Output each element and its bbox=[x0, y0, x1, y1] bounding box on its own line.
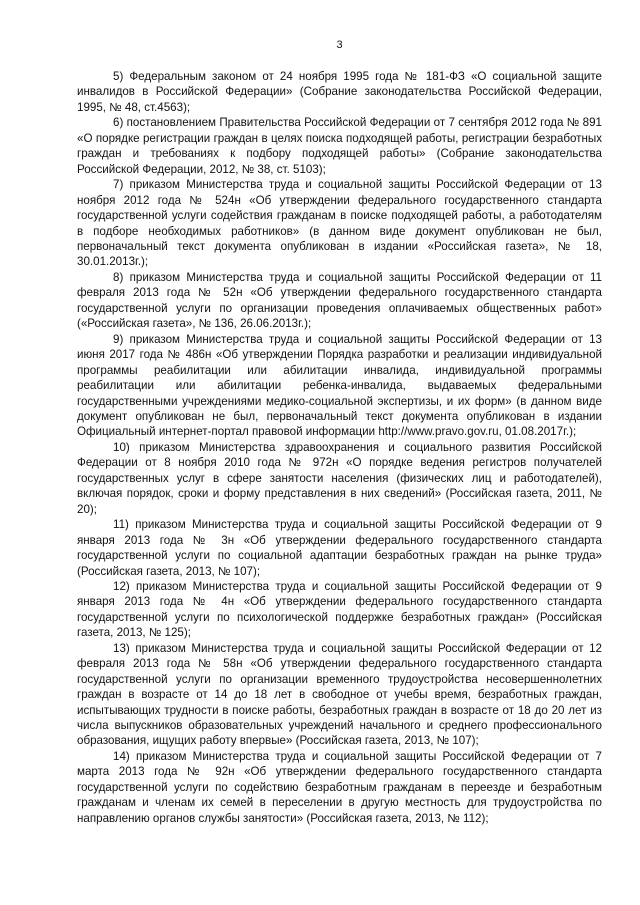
list-item: 6) постановлением Правительства Российской Федерации от 7 сентября 2012 года № 891 «О порядке регистрации граждан в целях поиска подходящей работы, регистрации безработных граждан и требованиях к подбору подходящей работы» (Собрание законодательства Российской Федерации, 2012, № 38, ст. 5103); bbox=[77, 116, 602, 176]
list-item: 10) приказом Министерства здравоохранения и социального развития Российской Федерации от 8 ноября 2010 года № 972н «О порядке ведения регистров получателей государственных услуг в сфере занятости населения (физических лиц и работодателей), включая порядок, сроки и форму представления в них сведений» (Российская газета, 2011, № 20); bbox=[77, 440, 602, 516]
list-item: 11) приказом Министерства труда и социальной защиты Российской Федерации от 9 января 2013 года № 3н «Об утверждении федерального государственного стандарта государственной услуги по социальной адаптации безработных граждан на рынке труда» (Российская газета, 2013, № 107); bbox=[77, 518, 602, 578]
list-item: 5) Федеральным законом от 24 ноября 1995 года № 181-ФЗ «О социальной защите инвалидов в Российской Федерации» (Собрание законодательства Российской Федерации, 1995, № 48, ст.4563); bbox=[77, 70, 602, 114]
list-item: 12) приказом Министерства труда и социальной защиты Российской Федерации от 9 января 2013 года № 4н «Об утверждении федерального государственного стандарта государственной услуги по психологической поддержке безработных граждан» (Российская газета, 2013, № 125); bbox=[77, 579, 602, 640]
list-item: 9) приказом Министерства труда и социальной защиты Российской Федерации от 13 июня 2017 года № 486н «Об утверждении Порядка разработки и реализации индивидуальной программы реабилитации или абилитации инвалида, индивидуальной программы реабилитации или абилитации ребенка-инвалида, выдаваемых федеральными государственными учреждениями медико-социальной экспертизы, и их форм» (в данном виде документ опубликован не был, первоначальный текст документа опубликован в издании Официальный интернет-портал правовой информации http://www.pravo.gov.ru, 01.08.2017г.); bbox=[77, 332, 602, 439]
list-item: 8) приказом Министерства труда и социальной защиты Российской Федерации от 11 февраля 2013 года № 52н «Об утверждении федерального государственного стандарта государственной услуги по организации проведения оплачиваемых общественных работ» («Российская газета», № 136, 26.06.2013г.); bbox=[77, 270, 602, 331]
list-item: 14) приказом Министерства труда и социальной защиты Российской Федерации от 7 марта 2013 года № 92н «Об утверждении федерального государственного стандарта государственной услуги по содействию безработным гражданам в переезде и безработным гражданам и членам их семей в переселении в другую местность для трудоустройства по направлению органов службы занятости» (Российская газета, 2013, № 112); bbox=[77, 749, 602, 825]
list-item: 7) приказом Министерства труда и социальной защиты Российской Федерации от 13 ноября 2012 года № 524н «Об утверждении федерального государственного стандарта государственной услуги содействия гражданам в поиске подходящей работы, а работодателям в подборе необходимых работников» (в данном виде документ опубликован не был, первоначальный текст документа опубликован в издании «Российская газета», № 18, 30.01.2013г.); bbox=[77, 178, 602, 269]
list-item: 13) приказом Министерства труда и социальной защиты Российской Федерации от 12 февраля 2013 года № 58н «Об утверждении федерального государственного стандарта государственной услуги по организации временного трудоустройства несовершеннолетних граждан в возрасте от 14 до 18 лет в свободное от учебы время, безработных граждан, испытывающих трудности в поиске работы, безработных граждан в возрасте от 18 до 20 лет из числа выпускников образовательных учреждений начального и среднего профессионального образования, ищущих работу впервые» (Российская газета, 2013, № 107); bbox=[77, 641, 602, 748]
page-number: 3 bbox=[336, 39, 343, 51]
